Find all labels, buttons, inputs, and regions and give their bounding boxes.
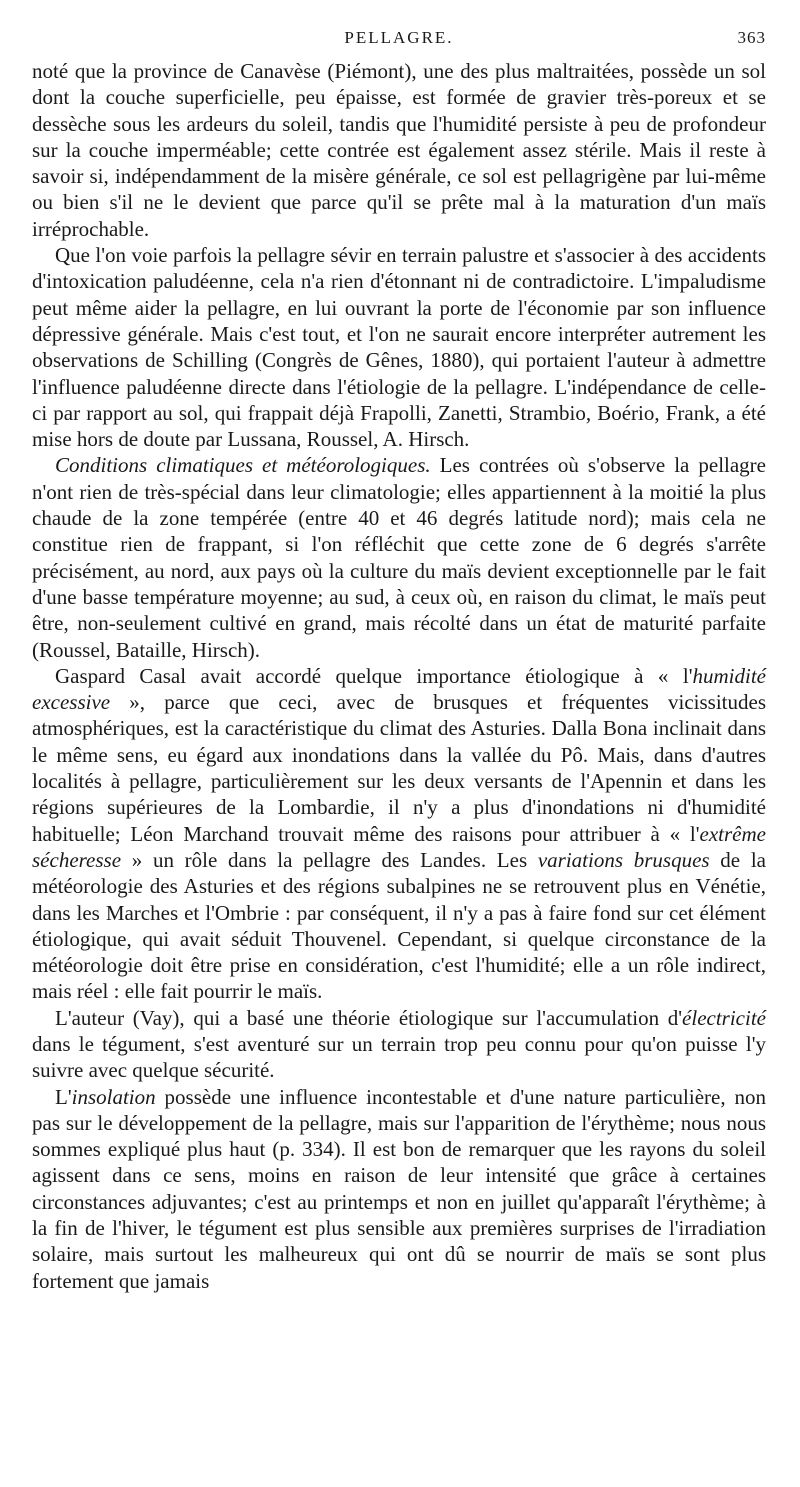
text-run: L'auteur (Vay), qui a basé une théorie étiologique sur l'accumulation d' (55, 1005, 683, 1030)
paragraph (32, 242, 766, 452)
running-header (32, 22, 766, 50)
paragraph (32, 663, 766, 1005)
italic-term: insolation (71, 1084, 156, 1109)
text-run: dans le tégument, s'est aventuré sur un terrain trop peu connu pour qu'on puisse l'y suivre avec quelque sécurité. (32, 1031, 766, 1083)
italic-term: humidité excessive (32, 663, 766, 715)
text-run: Que l'on voie parfois la pellagre sévir en terrain palustre et s'associer à des accidents d'intoxication paludéenne, cela n'a rien d'étonnant ni de contradictoire. L'impaludisme peut même aider la pellagre, en lui ouvrant la porte de l'économie par son influence dépressive générale. Mais c'est tout, et l'on ne saurait encore interpréter autrement les observations de Schilling (Congrès de Gênes, 1880), qui portaient l'auteur à admettre l'influence paludéenne directe dans l'étiologie de la pellagre. L'indépendance de celle-ci par rapport au sol, qui frappait déjà Frapolli, Zanetti, Strambio, Boério, Frank, a été mise hors de doute par Lussana, Roussel, A. Hirsch. (32, 243, 766, 452)
text-run: L' (55, 1084, 72, 1109)
running-title: PELLAGRE. (344, 28, 454, 47)
paragraph (32, 452, 766, 662)
italic-term: électricité (682, 1005, 766, 1030)
text-run: », parce que ceci, avec de brusques et fréquentes vicissitudes atmosphériques, est la caractéristique du climat des Asturies. Dalla Bona inclinait dans le même sens, eu égard aux inondations dans la vallée du Pô. Mais, dans d'autres localités à pellagre, particulièrement sur les deux versants de l'Apennin et dans les régions supérieures de la Lombardie, il n'y a plus d'inondations ni d'humidité habituelle; Léon Marchand trouvait même des raisons pour attribuer à « l' (32, 690, 766, 846)
italic-term: extrême sécheresse (32, 821, 766, 872)
text-run: Les contrées où s'observe la pellagre n'ont rien de très-spécial dans leur climatologie; elles appartiennent à la moitié la plus chaude de la zone tempérée (entre 40 et 46 degrés latitude nord); mais cela ne constitue rien de frappant, si l'on réfléchit que cette zone de 6 degrés s'arrête précisément, au nord, aux pays où la culture du maïs devient exceptionnelle par le fait d'une basse température moyenne; au sud, à ceux où, en raison du climat, le maïs peut être, non-seulement cultivé en grand, mais récolté dans un état de maturité parfaite (Roussel, Bataille, Hirsch). (32, 453, 766, 662)
text-run: de la météorologie des Asturies et des régions subalpines ne se retrouvent plus en Vénétie, dans les Marches et l'Ombrie : par conséquent, il n'y a pas à faire fond sur cet élément étiologique, qui avait séduit Thouvenel. Cependant, si quelque circonstance de la météorologie doit être prise en considération, c'est l'humidité; elle a un rôle indirect, mais réel : elle fait pourrir le maïs. (32, 847, 766, 1004)
text-run: Gaspard Casal avait accordé quelque importance étiologique à « l' (55, 663, 693, 688)
text-run: noté que la province de Canavèse (Piémont), une des plus maltraitées, possède un sol dont la couche superficielle, peu épaisse, est formée de gravier très-poreux et se dessèche sous les ardeurs du soleil, tandis que l'humidité persiste à peu de profondeur sur la couche imperméable; cette contrée est également assez stérile. Mais il reste à savoir si, indépendamment de la misère générale, ce sol est pellagrigène par lui-même ou bien s'il ne le devient que parce qu'il se prête mal à la maturation d'un maïs irréprochable. (32, 59, 766, 241)
paragraph (32, 1084, 766, 1294)
section-heading-italic: Conditions climatiques et météorologiques. (55, 453, 431, 478)
paragraph (32, 58, 766, 242)
page-number: 363 (737, 28, 766, 47)
italic-term: variations brusques (537, 847, 710, 872)
text-run: » un rôle dans la pellagre des Landes. Les (121, 847, 538, 872)
body-text (32, 58, 766, 1294)
text-run: possède une influence incontestable et d'une nature particulière, non pas sur le développement de la pellagre, mais sur l'apparition de l'érythème; nous nous sommes expliqué plus haut (p. 334). Il est bon de remarquer que les rayons du soleil agissent dans ce sens, moins en raison de leur intensité que grâce à certaines circonstances adjuvantes; c'est au printemps et non en juillet qu'apparaît l'érythème; à la fin de l'hiver, le tégument est plus sensible aux premières surprises de l'irradiation solaire, mais surtout les malheureux qui ont dû se nourrir de maïs se sont plus fortement que jamais (32, 1084, 766, 1293)
paragraph (32, 1005, 766, 1084)
